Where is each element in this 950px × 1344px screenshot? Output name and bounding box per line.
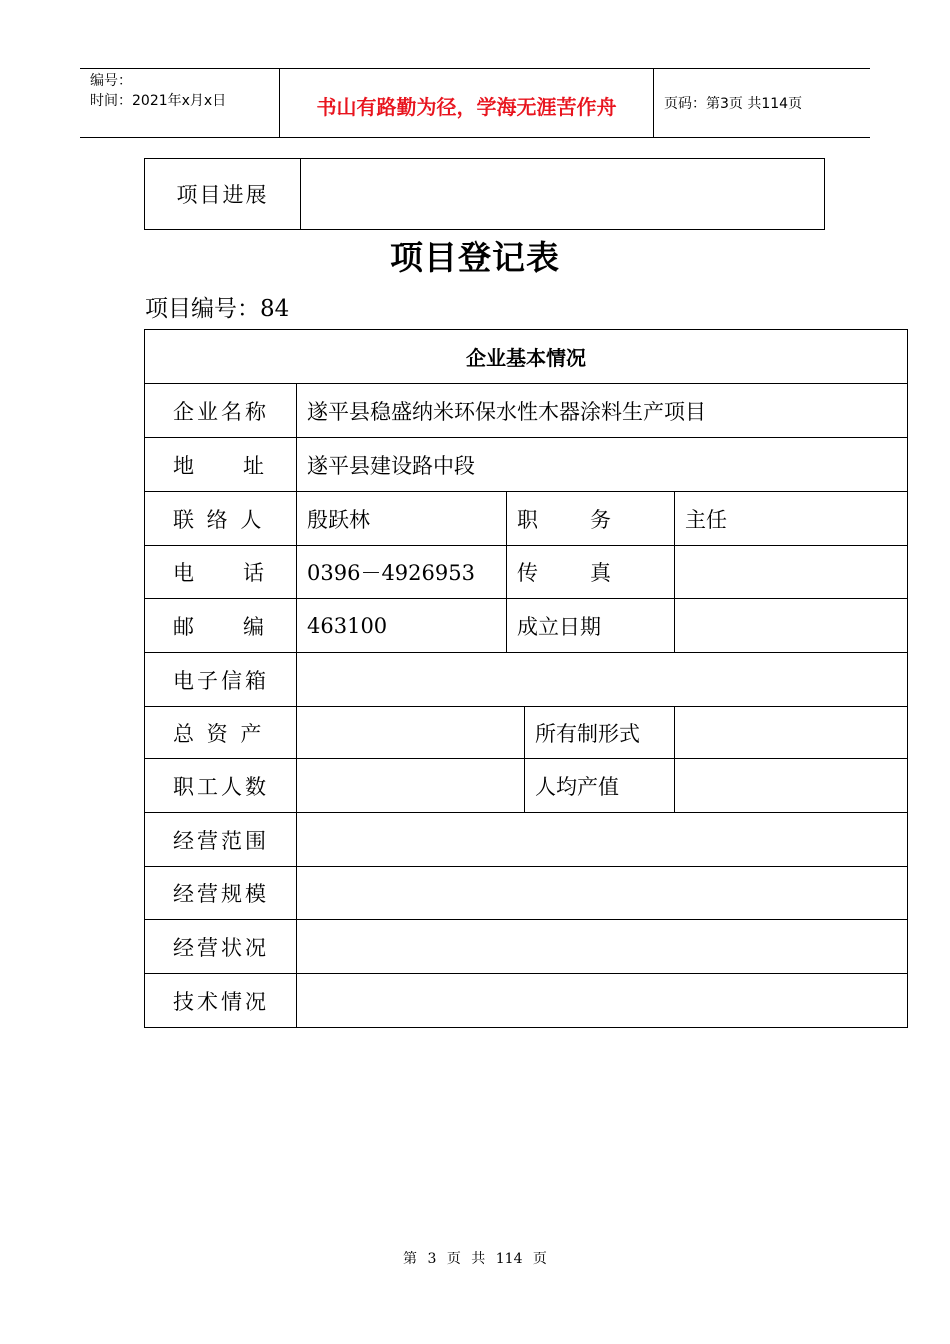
project-number: 项目编号：84	[145, 296, 290, 322]
progress-table	[144, 158, 825, 230]
address-label: 地 址	[145, 438, 297, 492]
ownership-value	[675, 707, 908, 759]
status-value	[297, 920, 908, 974]
header-motto: 书山有路勤为径，学海无涯苦作舟	[280, 69, 654, 137]
employees-value	[297, 759, 525, 813]
postcode-value: 463100	[297, 599, 507, 653]
per-capita-label: 人均产值	[525, 759, 675, 813]
email-label: 电子信箱	[145, 653, 297, 707]
postcode-label: 邮 编	[145, 599, 297, 653]
email-value	[297, 653, 908, 707]
section-title: 企业基本情况	[145, 330, 908, 384]
scale-label: 经营规模	[145, 867, 297, 920]
position-label: 职 务	[507, 492, 675, 546]
page-header	[80, 68, 870, 138]
assets-label: 总 资 产	[145, 707, 297, 759]
page-title: 项目登记表	[390, 238, 560, 277]
contact-value: 殷跃林	[297, 492, 507, 546]
address-value: 遂平县建设路中段	[297, 438, 908, 492]
scale-value	[297, 867, 908, 920]
fax-value	[675, 546, 908, 599]
number-label: 编号：	[90, 73, 132, 89]
status-label: 经营状况	[145, 920, 297, 974]
assets-value	[297, 707, 525, 759]
phone-value: 0396－4926953	[297, 546, 507, 599]
scope-value	[297, 813, 908, 867]
tech-label: 技术情况	[145, 974, 297, 1028]
founded-value	[675, 599, 908, 653]
position-value: 主任	[675, 492, 908, 546]
phone-label: 电 话	[145, 546, 297, 599]
contact-label: 联 络 人	[145, 492, 297, 546]
page-footer: 第 3 页 共 114 页	[403, 1251, 547, 1267]
employees-label: 职工人数	[145, 759, 297, 813]
company-name-value: 遂平县稳盛纳米环保水性木器涂料生产项目	[297, 384, 908, 438]
header-page-info: 页码：第3页 共114页	[664, 96, 803, 112]
founded-label: 成立日期	[507, 599, 675, 653]
per-capita-value	[675, 759, 908, 813]
header-meta	[80, 69, 280, 137]
progress-value	[301, 159, 824, 229]
tech-value	[297, 974, 908, 1028]
scope-label: 经营范围	[145, 813, 297, 867]
progress-label: 项目进展	[145, 159, 301, 229]
registration-table	[144, 329, 908, 1028]
time-label: 时间：2021年x月x日	[90, 93, 227, 109]
ownership-label: 所有制形式	[525, 707, 675, 759]
company-name-label: 企业名称	[145, 384, 297, 438]
fax-label: 传 真	[507, 546, 675, 599]
